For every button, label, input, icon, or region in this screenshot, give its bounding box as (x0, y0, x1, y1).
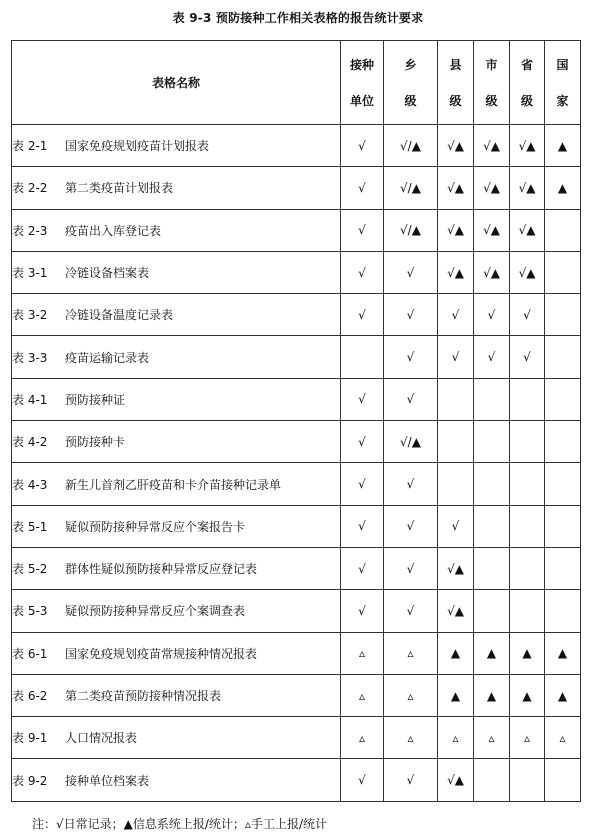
mark-cell: √▲ (438, 251, 474, 293)
header-level (545, 41, 581, 125)
table-row (12, 209, 581, 251)
mark-cell (474, 505, 510, 547)
header-table-name: 表格名称 (12, 41, 341, 125)
mark-cell: √▲ (474, 209, 510, 251)
header-level (341, 41, 384, 125)
table-row (12, 336, 581, 378)
mark-cell: ▵ (384, 674, 438, 716)
mark-cell (510, 759, 545, 801)
mark-cell: ▲ (545, 167, 581, 209)
table-code: 表 4-1 (12, 392, 48, 407)
mark-cell (474, 547, 510, 589)
header-level (474, 41, 510, 125)
mark-cell: ▵ (341, 632, 384, 674)
header-level-label: 省 级 (520, 57, 533, 108)
mark-cell: √ (510, 294, 545, 336)
mark-cell: √ (384, 294, 438, 336)
mark-cell: √ (341, 590, 384, 632)
header-level-label: 接种 单位 (349, 57, 374, 108)
table-name-cell (12, 378, 341, 420)
table-code: 表 9-1 (12, 731, 48, 746)
mark-cell: √ (438, 294, 474, 336)
table-row (12, 294, 581, 336)
mark-cell (545, 547, 581, 589)
table-code: 表 4-3 (12, 477, 48, 492)
mark-cell: √ (341, 209, 384, 251)
table-row (12, 167, 581, 209)
table-name: 冷链设备温度记录表 (65, 308, 174, 323)
mark-cell: √ (384, 505, 438, 547)
mark-cell: ▲ (545, 632, 581, 674)
mark-cell: √ (341, 125, 384, 167)
table-code: 表 5-2 (12, 562, 48, 577)
table-name-cell (12, 294, 341, 336)
header-level-label: 乡 级 (404, 57, 417, 108)
mark-cell: ▵ (384, 632, 438, 674)
table-row (12, 251, 581, 293)
mark-cell: ▵ (510, 717, 545, 759)
table-code: 表 4-2 (12, 435, 48, 450)
table-row (12, 632, 581, 674)
mark-cell: ▵ (341, 674, 384, 716)
table-code: 表 2-2 (12, 181, 48, 196)
mark-cell (545, 421, 581, 463)
mark-cell: √ (384, 463, 438, 505)
mark-cell: ▲ (545, 674, 581, 716)
mark-cell (438, 463, 474, 505)
table-name-cell (12, 336, 341, 378)
mark-cell (510, 590, 545, 632)
mark-cell: ▲ (474, 632, 510, 674)
mark-cell (341, 336, 384, 378)
mark-cell: √▲ (438, 167, 474, 209)
table-name: 国家免疫规划疫苗常规接种情况报表 (65, 646, 258, 661)
table-name-cell (12, 547, 341, 589)
mark-cell: √ (438, 505, 474, 547)
table-name: 疑似预防接种异常反应个案报告卡 (65, 519, 246, 534)
mark-cell: √ (341, 463, 384, 505)
mark-cell: √/▲ (384, 167, 438, 209)
table-row (12, 674, 581, 716)
table-code: 表 6-2 (12, 689, 48, 703)
table-name-cell (12, 590, 341, 632)
mark-cell: ▵ (341, 717, 384, 759)
mark-cell (510, 421, 545, 463)
mark-cell (545, 336, 581, 378)
mark-cell: √ (341, 505, 384, 547)
mark-cell: √▲ (474, 251, 510, 293)
mark-cell: ▲ (438, 674, 474, 716)
mark-cell (438, 378, 474, 420)
header-level-label: 市 级 (485, 57, 498, 108)
mark-cell: √▲ (510, 251, 545, 293)
mark-cell: √ (474, 294, 510, 336)
table-row (12, 547, 581, 589)
table-code: 表 5-3 (12, 604, 48, 619)
mark-cell (545, 505, 581, 547)
table-name-cell (12, 463, 341, 505)
mark-cell (438, 421, 474, 463)
table-name: 人口情况报表 (65, 731, 138, 746)
table-name-cell (12, 674, 341, 716)
mark-cell: √▲ (438, 590, 474, 632)
table-code: 表 3-2 (12, 308, 48, 323)
header-level (510, 41, 545, 125)
table-name: 疑似预防接种异常反应个案调查表 (65, 604, 246, 619)
table-title: 表 9-3 预防接种工作相关表格的报告统计要求 (172, 11, 424, 25)
mark-cell: √ (341, 547, 384, 589)
mark-cell: √▲ (438, 125, 474, 167)
table-row (12, 378, 581, 420)
mark-cell (545, 251, 581, 293)
table-name: 冷链设备档案表 (65, 266, 150, 281)
table-row (12, 463, 581, 505)
table-name-cell (12, 125, 341, 167)
table-name: 群体性疑似预防接种异常反应登记表 (65, 562, 258, 577)
header-row (12, 41, 581, 125)
mark-cell (545, 378, 581, 420)
mark-cell: √ (384, 547, 438, 589)
header-level (438, 41, 474, 125)
table-name-cell (12, 759, 341, 801)
table-name: 新生儿首剂乙肝疫苗和卡介苗接种记录单 (65, 477, 282, 492)
mark-cell (510, 547, 545, 589)
mark-cell (545, 590, 581, 632)
mark-cell (474, 759, 510, 801)
mark-cell: √/▲ (384, 125, 438, 167)
mark-cell (474, 421, 510, 463)
mark-cell: √▲ (438, 759, 474, 801)
mark-cell (510, 463, 545, 505)
mark-cell: √ (510, 336, 545, 378)
mark-cell (474, 378, 510, 420)
mark-cell: √ (438, 336, 474, 378)
table-code: 表 6-1 (12, 646, 48, 661)
table-name-cell (12, 717, 341, 759)
mark-cell: √ (341, 421, 384, 463)
mark-cell: ▵ (438, 717, 474, 759)
mark-cell: √▲ (510, 125, 545, 167)
mark-cell: √▲ (474, 167, 510, 209)
mark-cell (545, 463, 581, 505)
table-name: 预防接种证 (65, 392, 126, 407)
table-code: 表 5-1 (12, 519, 48, 534)
mark-cell (545, 209, 581, 251)
table-code: 表 2-1 (12, 139, 48, 154)
mark-cell: ▵ (474, 717, 510, 759)
table-row (12, 125, 581, 167)
header-level-label: 县 级 (449, 57, 462, 108)
mark-cell: √ (341, 167, 384, 209)
mark-cell: √▲ (510, 167, 545, 209)
mark-cell (474, 590, 510, 632)
mark-cell: √▲ (438, 209, 474, 251)
mark-cell: √ (384, 336, 438, 378)
mark-cell: √ (474, 336, 510, 378)
report-requirements-table (11, 40, 581, 802)
mark-cell: ▲ (510, 632, 545, 674)
table-row (12, 759, 581, 801)
table-row (12, 717, 581, 759)
mark-cell: √ (384, 251, 438, 293)
table-name-cell (12, 421, 341, 463)
table-name-cell (12, 209, 341, 251)
mark-cell: √ (384, 759, 438, 801)
table-body (12, 125, 581, 802)
table-code: 表 3-1 (12, 266, 48, 281)
table-name: 第二类疫苗预防接种情况报表 (65, 689, 222, 703)
mark-cell (545, 294, 581, 336)
table-name: 疫苗运输记录表 (65, 350, 150, 365)
table-name: 接种单位档案表 (65, 773, 150, 788)
table-name-cell (12, 251, 341, 293)
table-name-cell (12, 505, 341, 547)
table-name: 预防接种卡 (65, 435, 126, 450)
table-row (12, 505, 581, 547)
table-name: 第二类疫苗计划报表 (65, 181, 174, 196)
mark-cell: ▲ (545, 125, 581, 167)
mark-cell (510, 378, 545, 420)
table-name: 疫苗出入库登记表 (65, 223, 162, 238)
table-row (12, 421, 581, 463)
mark-cell: √▲ (510, 209, 545, 251)
header-level-label: 国 家 (556, 57, 569, 108)
mark-cell: √ (341, 294, 384, 336)
mark-cell: √/▲ (384, 209, 438, 251)
mark-cell (474, 463, 510, 505)
mark-cell: √ (341, 759, 384, 801)
mark-cell: ▲ (474, 674, 510, 716)
legend-note: 注：√日常记录；▲信息系统上报/统计；▵手工上报/统计 (32, 817, 327, 831)
mark-cell: √ (384, 378, 438, 420)
mark-cell: √/▲ (384, 421, 438, 463)
table-row (12, 590, 581, 632)
mark-cell: ▵ (545, 717, 581, 759)
mark-cell: √ (341, 378, 384, 420)
header-level (384, 41, 438, 125)
mark-cell: ▲ (510, 674, 545, 716)
mark-cell: √ (341, 251, 384, 293)
mark-cell (545, 759, 581, 801)
mark-cell (510, 505, 545, 547)
table-code: 表 2-3 (12, 223, 48, 238)
mark-cell: ▲ (438, 632, 474, 674)
table-code: 表 3-3 (12, 350, 48, 365)
mark-cell: √▲ (474, 125, 510, 167)
mark-cell: √ (384, 590, 438, 632)
mark-cell: ▵ (384, 717, 438, 759)
mark-cell: √▲ (438, 547, 474, 589)
table-name: 国家免疫规划疫苗计划报表 (65, 139, 210, 154)
table-name-cell (12, 632, 341, 674)
table-code: 表 9-2 (12, 773, 48, 788)
table-name-cell (12, 167, 341, 209)
